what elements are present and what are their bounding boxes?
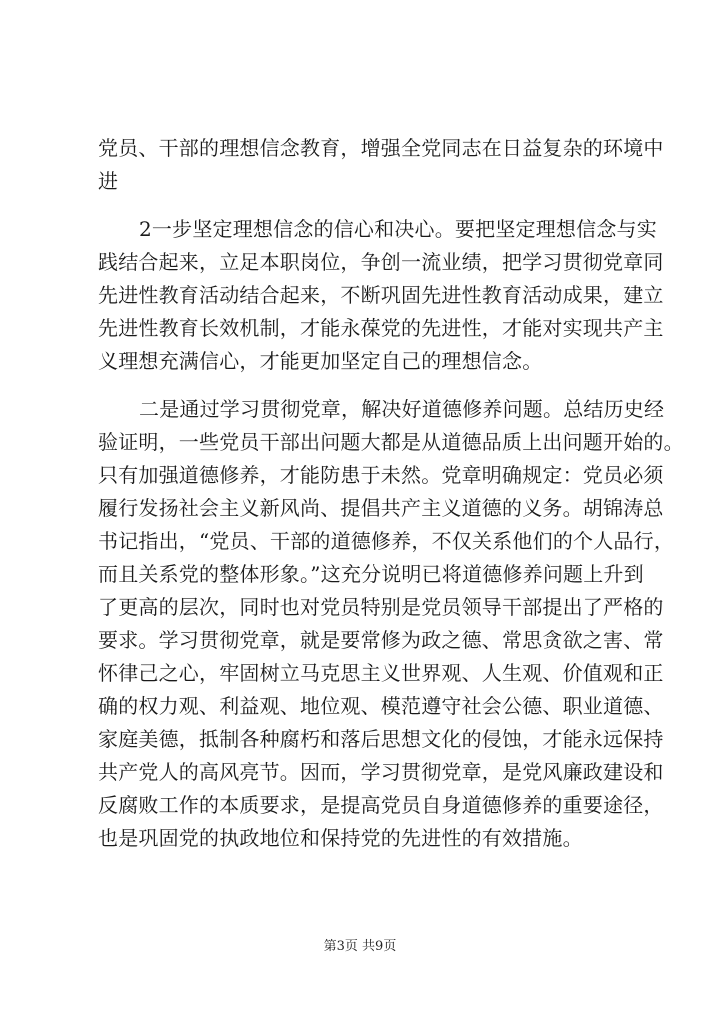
text-line: 家庭美德，抵制各种腐朽和落后思想文化的侵蚀，才能永远保持 (98, 727, 664, 751)
text-line: 书记指出，“党员、干部的道德修养，不仅关系他们的个人品行， (98, 529, 675, 553)
document-body (98, 132, 684, 855)
text-line: 而且关系党的整体形象。”这充分说明已将道德修养问题上升到 (98, 562, 644, 586)
text-line: 了更高的层次，同时也对党员特别是党员领导干部提出了严格的 (98, 595, 664, 619)
text-line: 也是巩固党的执政地位和保持党的先进性的有效措施。 (98, 826, 583, 850)
text-line: 党员、干部的理想信念教育，增强全党同志在日益复杂的环境中 (98, 136, 664, 160)
text-line: 怀律己之心，牢固树立马克思主义世界观、人生观、价值观和正 (98, 661, 664, 685)
text-line: 二是通过学习贯彻党章，解决好道德修养问题。总结历史经 (139, 397, 665, 421)
text-line: 要求。学习贯彻党章，就是要常修为政之德、常思贪欲之害、常 (98, 628, 664, 652)
text-line: 履行发扬社会主义新风尚、提倡共产主义道德的义务。胡锦涛总 (98, 496, 664, 520)
text-line: 反腐败工作的本质要求，是提高党员自身道德修养的重要途径， (98, 793, 664, 817)
text-line: 先进性教育活动结合起来，不断巩固先进性教育活动成果，建立 (98, 283, 664, 307)
text-line: 确的权力观、利益观、地位观、模范遵守社会公德、职业道德、 (98, 694, 664, 718)
page-number-footer: 第3页 共9页 (323, 939, 397, 954)
text-line: 先进性教育长效机制，才能永葆党的先进性，才能对实现共产主 (98, 316, 664, 340)
text-line: 验证明，一些党员干部出问题大都是从道德品质上出问题开始的。 (98, 430, 684, 454)
text-line: 义理想充满信心，才能更加坚定自己的理想信念。 (98, 349, 543, 373)
text-line: 践结合起来，立足本职岗位，争创一流业绩，把学习贯彻党章同 (98, 250, 664, 274)
text-line: 只有加强道德修养，才能防患于未然。党章明确规定：党员必须 (98, 463, 664, 487)
text-line: 2一步坚定理想信念的信心和决心。要把坚定理想信念与实 (139, 217, 657, 241)
text-line: 进 (98, 169, 119, 193)
text-line: 共产党人的高风亮节。因而，学习贯彻党章，是党风廉政建设和 (98, 760, 664, 784)
